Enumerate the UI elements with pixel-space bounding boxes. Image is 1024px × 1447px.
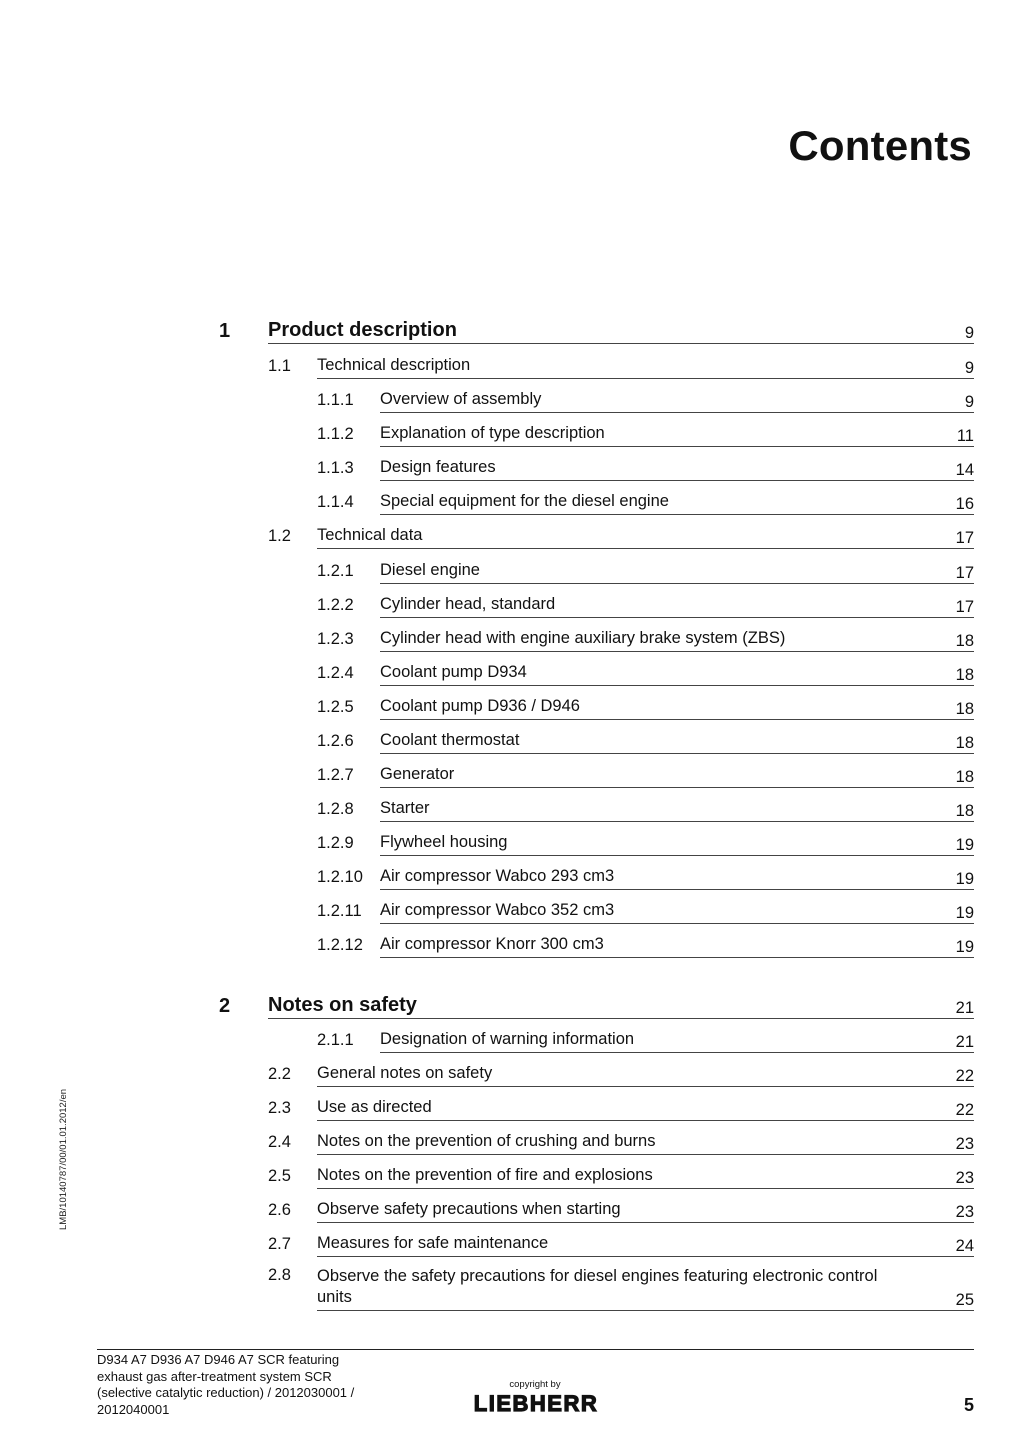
logo-text: LIEBHERR [473,1391,599,1415]
toc-entry-title: Coolant thermostat [380,731,520,749]
toc-entry-number: 2.3 [268,1099,291,1117]
toc-entry[interactable] [317,455,974,481]
footer-line: D934 A7 D936 A7 D946 A7 SCR featuring [97,1352,340,1367]
toc-entry-title: Air compressor Knorr 300 cm3 [380,935,604,953]
toc-entry-number: 1.2.10 [317,868,363,886]
toc-entry-number: 1.2.8 [317,800,354,818]
toc-entry-title: Designation of warning information [380,1030,635,1048]
toc-entry-page: 25 [955,1291,974,1309]
toc-entry[interactable] [268,1095,974,1121]
toc-entry[interactable] [268,1265,974,1311]
toc-entry-number: 1.2.2 [317,596,354,614]
toc-entry[interactable] [219,993,974,1019]
toc-entry-number: 1.2.7 [317,766,354,784]
toc-entry-title: Notes on the prevention of fire and explosions [317,1166,653,1184]
toc-entry-number: 1.2.6 [317,732,354,750]
toc-entry-page: 19 [955,836,974,854]
toc-entry-page: 16 [955,495,974,513]
toc-entry-number: 1.1 [268,357,291,375]
toc-entry-number: 1.2 [268,527,291,545]
toc-entry-title: Measures for safe maintenance [317,1234,549,1252]
toc-entry-page: 23 [955,1169,974,1187]
footer-line: 2012040001 [97,1401,170,1417]
toc-entry[interactable] [317,830,974,856]
toc-entry-page: 22 [955,1067,974,1085]
toc-entry[interactable] [268,523,974,549]
toc-entry-page: 18 [955,734,974,752]
toc-entry-page: 24 [955,1237,974,1255]
toc-entry-page: 17 [955,564,974,582]
toc-entry-title: Starter [380,799,430,817]
toc-entry-title: Notes on safety [268,994,417,1016]
toc-entry[interactable] [317,796,974,822]
toc-entry-title: Design features [380,458,496,476]
toc-entry-page: 21 [955,999,974,1017]
toc-entry-title: Explanation of type description [380,424,605,442]
footer-line: exhaust gas after-treatment system SCR [97,1368,332,1384]
toc-entry-title: Diesel engine [380,561,480,579]
toc-entry-page: 17 [955,598,974,616]
toc-entry-number: 1 [219,320,231,342]
toc-entry-number: 1.2.12 [317,936,363,954]
toc-entry-number: 2.5 [268,1167,291,1185]
toc-entry-page: 11 [956,427,974,445]
toc-entry[interactable] [317,421,974,447]
toc-entry-title: Special equipment for the diesel engine [380,492,669,510]
footer-description [97,1352,397,1418]
toc-entry-title: Technical description [317,356,471,374]
toc-entry-title: Cylinder head, standard [380,595,556,613]
toc-entry-page: 18 [955,632,974,650]
toc-entry-title: Coolant pump D936 / D946 [380,697,580,715]
toc-entry-number: 1.1.2 [317,425,354,443]
toc-entry-page: 21 [955,1033,974,1051]
toc-entry-title: Product description [268,319,457,341]
toc-entry[interactable] [317,864,974,890]
liebherr-logo [462,1391,610,1415]
toc-entry-page: 22 [955,1101,974,1119]
toc-entry[interactable] [268,1061,974,1087]
toc-entry-title: Air compressor Wabco 352 cm3 [380,901,615,919]
toc-entry[interactable] [317,762,974,788]
toc-entry-title: Observe the safety precautions for diesel engines featuring electronic control units [317,1267,878,1306]
toc-entry[interactable] [317,694,974,720]
toc-entry-page: 19 [955,938,974,956]
document-code: LMB/10140787/00/01.01.2012/en [58,1088,69,1230]
toc-entry-number: 2.2 [268,1065,291,1083]
toc-entry[interactable] [268,1197,974,1223]
page-number: 5 [963,1395,974,1415]
toc-entry[interactable] [317,592,974,618]
toc-entry-page: 17 [955,529,974,547]
toc-entry[interactable] [268,1163,974,1189]
toc-entry[interactable] [219,318,974,344]
toc-entry-number: 1.2.3 [317,630,354,648]
toc-entry-title: Overview of assembly [380,390,542,408]
toc-entry-title: Generator [380,765,455,783]
toc-entry[interactable] [317,558,974,584]
toc-entry[interactable] [268,1129,974,1155]
toc-entry-number: 2.4 [268,1133,291,1151]
toc-entry-page: 14 [955,461,974,479]
toc-entry-page: 19 [955,904,974,922]
toc-entry-page: 18 [955,666,974,684]
toc-entry-page: 19 [955,870,974,888]
toc-entry-page: 23 [955,1203,974,1221]
toc-entry-number: 1.2.5 [317,698,354,716]
toc-entry[interactable] [317,489,974,515]
toc-entry-number: 2 [219,995,231,1017]
toc-entry[interactable] [268,353,974,379]
toc-entry-number: 1.1.4 [317,493,354,511]
toc-entry-title: Use as directed [317,1098,432,1116]
page-title: Contents [788,122,972,169]
toc-entry-title: Observe safety precautions when starting [317,1200,621,1218]
toc-entry-title: Cylinder head with engine auxiliary brake system (ZBS) [380,629,786,647]
toc-entry-number: 1.2.11 [317,902,362,920]
toc-entry-number: 1.1.1 [317,391,354,409]
toc-entry[interactable] [317,1027,974,1053]
toc-entry[interactable] [317,626,974,652]
toc-entry[interactable] [317,932,974,958]
toc-entry[interactable] [317,387,974,413]
toc-entry-page: 18 [955,802,974,820]
copyright-label: copyright by [509,1379,561,1390]
toc-entry-page: 9 [964,393,974,411]
toc-entry-number: 2.8 [268,1266,291,1284]
toc-entry-title: Notes on the prevention of crushing and burns [317,1132,656,1150]
toc-entry-title: General notes on safety [317,1064,493,1082]
toc-entry[interactable] [317,898,974,924]
toc-entry-number: 1.2.1 [317,562,354,580]
toc-entry-number: 2.1.1 [317,1031,354,1049]
toc-entry-page: 18 [955,768,974,786]
toc-entry-title: Flywheel housing [380,833,508,851]
toc-entry[interactable] [317,728,974,754]
toc-entry-title: Coolant pump D934 [380,663,527,681]
toc-entry-page: 23 [955,1135,974,1153]
toc-entry-title: Air compressor Wabco 293 cm3 [380,867,615,885]
toc-entry[interactable] [268,1231,974,1257]
toc-entry-number: 2.7 [268,1235,291,1253]
toc-entry-number: 2.6 [268,1201,291,1219]
toc-entry-page: 18 [955,700,974,718]
toc-entry-page: 9 [964,324,974,342]
toc-entry-page: 9 [964,359,974,377]
toc-entry-number: 1.2.4 [317,664,354,682]
footer-line: (selective catalytic reduction) / 2012030001 / [97,1385,355,1400]
toc-entry-title: Technical data [317,526,423,544]
toc-entry-number: 1.2.9 [317,834,354,852]
footer-divider [97,1349,974,1350]
toc-entry-number: 1.1.3 [317,459,354,477]
toc-entry[interactable] [317,660,974,686]
